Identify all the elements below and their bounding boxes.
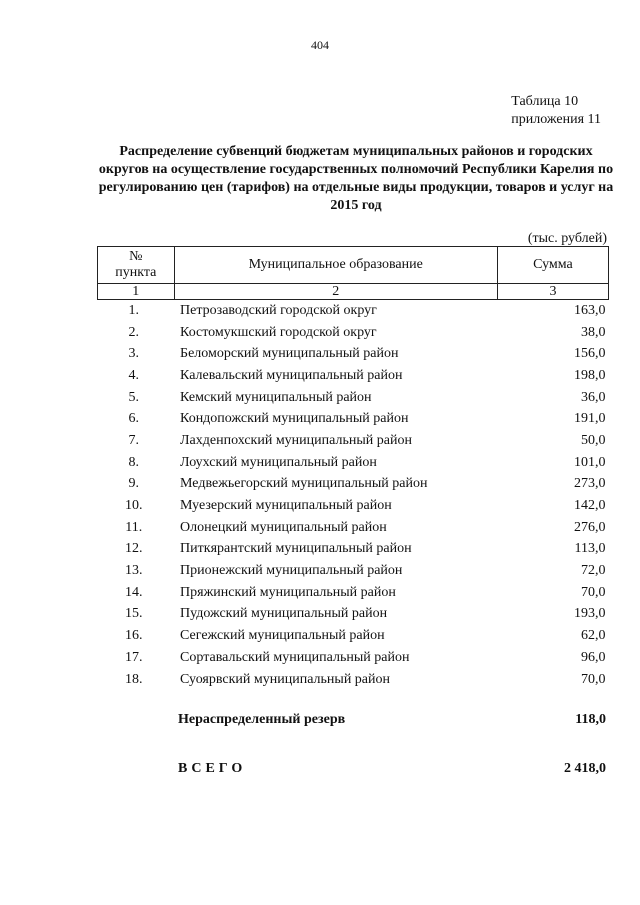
row-municipality: Пряжинский муниципальный район bbox=[180, 584, 396, 600]
table-row bbox=[98, 625, 609, 647]
table-reference bbox=[511, 93, 601, 129]
subsidy-table bbox=[97, 246, 609, 690]
row-sum: 50,0 bbox=[581, 432, 606, 448]
units-label: (тыс. рублей) bbox=[527, 231, 607, 246]
row-municipality: Петрозаводский городской округ bbox=[180, 302, 377, 318]
row-number: 18. bbox=[125, 671, 143, 687]
column-index-2: 2 bbox=[174, 284, 497, 300]
header-number-line1: № bbox=[129, 249, 143, 264]
table-row bbox=[98, 495, 609, 517]
row-municipality: Лоухский муниципальный район bbox=[180, 454, 377, 470]
table-row bbox=[98, 300, 609, 322]
row-number: 6. bbox=[128, 411, 140, 427]
row-municipality: Медвежьегорский муниципальный район bbox=[180, 476, 428, 492]
row-number: 13. bbox=[125, 563, 143, 579]
column-index-1: 1 bbox=[98, 284, 175, 300]
table-row bbox=[98, 604, 609, 626]
row-municipality: Сортавальский муниципальный район bbox=[180, 649, 410, 665]
row-municipality: Беломорский муниципальный район bbox=[180, 346, 399, 362]
row-sum: 62,0 bbox=[581, 628, 606, 644]
reserve-label: Нераспределенный резерв bbox=[178, 712, 346, 727]
row-number: 15. bbox=[125, 606, 143, 622]
table-row bbox=[98, 365, 609, 387]
row-municipality: Сегежский муниципальный район bbox=[180, 628, 385, 644]
header-sum: Сумма bbox=[497, 247, 608, 284]
table-row bbox=[98, 408, 609, 430]
table-row bbox=[98, 430, 609, 452]
table-row bbox=[98, 560, 609, 582]
row-sum: 36,0 bbox=[581, 389, 606, 405]
table-row bbox=[98, 343, 609, 365]
row-municipality: Костомукшский городской округ bbox=[180, 324, 377, 340]
row-municipality: Лахденпохский муниципальный район bbox=[180, 432, 412, 448]
row-number: 9. bbox=[128, 476, 140, 492]
row-number: 1. bbox=[128, 302, 140, 318]
page-number: 404 bbox=[311, 38, 329, 52]
header-municipality: Муниципальное образование bbox=[174, 247, 497, 284]
row-sum: 38,0 bbox=[581, 324, 606, 340]
row-number: 4. bbox=[128, 367, 140, 383]
table-reference-line1: Таблица 10 bbox=[511, 94, 579, 109]
table-row bbox=[98, 647, 609, 669]
table-row bbox=[98, 669, 609, 691]
header-number bbox=[98, 247, 175, 284]
header-number-line2: пункта bbox=[115, 265, 157, 280]
row-number: 16. bbox=[125, 628, 143, 644]
reserve-sum: 118,0 bbox=[575, 712, 606, 727]
table-row bbox=[98, 387, 609, 409]
row-municipality: Суоярвский муниципальный район bbox=[180, 671, 391, 687]
table-row bbox=[98, 452, 609, 474]
table-row bbox=[98, 539, 609, 561]
table-row bbox=[98, 474, 609, 496]
row-municipality: Пудожский муниципальный район bbox=[180, 606, 388, 622]
row-sum: 156,0 bbox=[574, 346, 606, 362]
table-row bbox=[98, 517, 609, 539]
row-number: 8. bbox=[128, 454, 140, 470]
row-sum: 191,0 bbox=[574, 411, 606, 427]
row-sum: 70,0 bbox=[581, 584, 606, 600]
row-number: 2. bbox=[128, 324, 140, 340]
row-number: 14. bbox=[125, 584, 143, 600]
row-sum: 70,0 bbox=[581, 671, 606, 687]
row-municipality: Прионежский муниципальный район bbox=[180, 563, 403, 579]
table-header-row bbox=[98, 247, 609, 284]
row-municipality: Кондопожский муниципальный район bbox=[180, 411, 409, 427]
row-sum: 72,0 bbox=[581, 563, 606, 579]
column-index-3: 3 bbox=[497, 284, 608, 300]
row-number: 11. bbox=[125, 519, 143, 535]
table-reference-line2: приложения 11 bbox=[511, 112, 601, 127]
column-index-row bbox=[98, 284, 609, 300]
total-sum: 2 418,0 bbox=[564, 761, 606, 776]
row-number: 12. bbox=[125, 541, 143, 557]
row-sum: 193,0 bbox=[574, 606, 606, 622]
total-label: ВСЕГО bbox=[178, 761, 247, 776]
row-number: 3. bbox=[128, 346, 140, 362]
row-number: 17. bbox=[125, 649, 143, 665]
row-municipality: Муезерский муниципальный район bbox=[180, 498, 392, 514]
row-sum: 96,0 bbox=[581, 649, 606, 665]
row-sum: 113,0 bbox=[574, 541, 606, 557]
row-number: 5. bbox=[128, 389, 140, 405]
row-municipality: Кемский муниципальный район bbox=[180, 389, 372, 405]
table-body bbox=[98, 300, 609, 691]
row-sum: 198,0 bbox=[574, 367, 606, 383]
row-municipality: Олонецкий муниципальный район bbox=[180, 519, 387, 535]
row-sum: 142,0 bbox=[574, 498, 606, 514]
row-number: 10. bbox=[125, 498, 143, 514]
row-sum: 273,0 bbox=[574, 476, 606, 492]
table-row bbox=[98, 322, 609, 344]
row-municipality: Питкярантский муниципальный район bbox=[180, 541, 412, 557]
table-row bbox=[98, 582, 609, 604]
row-number: 7. bbox=[128, 432, 140, 448]
row-municipality: Калевальский муниципальный район bbox=[180, 367, 403, 383]
row-sum: 163,0 bbox=[574, 302, 606, 318]
row-sum: 276,0 bbox=[574, 519, 606, 535]
document-title: Распределение субвенций бюджетам муниципальных районов и городских округов на осуществление государственных полномочий Республики Карелия по регулированию цен (тарифов) на отдельные виды продукции, товаров и услуг на 2015 год bbox=[98, 144, 614, 213]
row-sum: 101,0 bbox=[574, 454, 606, 470]
